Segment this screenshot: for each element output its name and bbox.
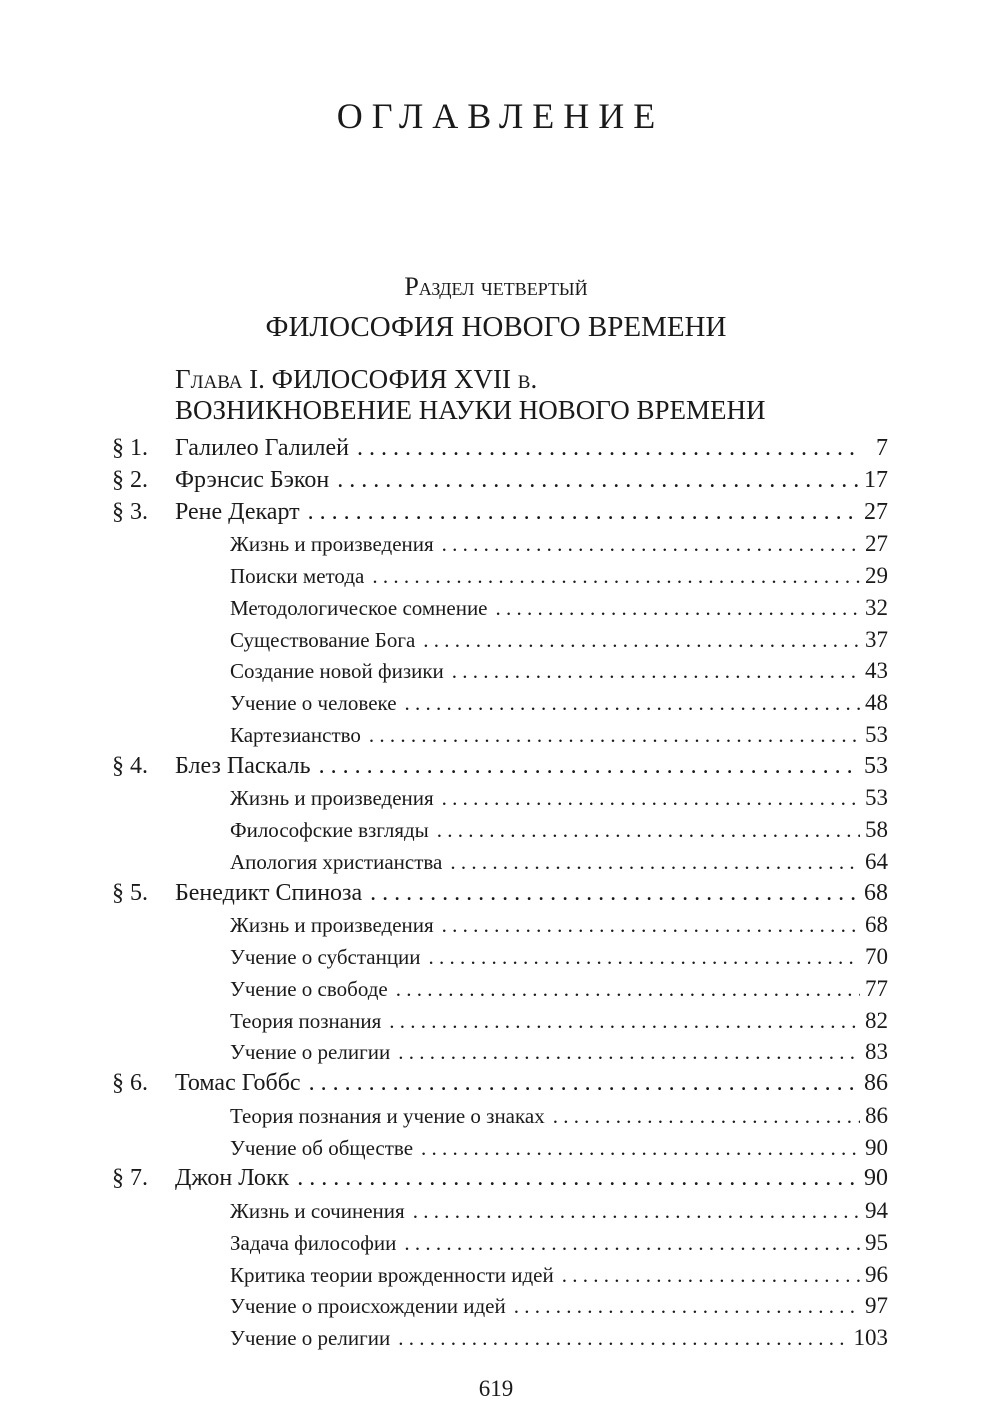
- toc-entry-title: Бенедикт Спиноза: [175, 879, 363, 906]
- toc-entry-title: Жизнь и произведения: [230, 786, 434, 811]
- toc-entry-title: Создание новой физики: [230, 659, 444, 684]
- dot-leader: [421, 1133, 860, 1165]
- dot-leader: [309, 1068, 860, 1100]
- toc-entry-title: Задача философии: [230, 1230, 397, 1255]
- toc-entry-section[interactable]: [112, 497, 888, 529]
- toc-entry-subsection[interactable]: [112, 1100, 888, 1132]
- toc-entry-title: Жизнь и сочинения: [230, 1199, 405, 1223]
- toc-entry-page: 27: [864, 498, 888, 525]
- dot-leader: [442, 529, 860, 561]
- dot-leader: [514, 1291, 860, 1323]
- chapter-number: I. ФИЛОСОФИЯ XVII: [249, 364, 512, 394]
- toc-entry-page: 43: [865, 658, 888, 684]
- toc-entry-page: 97: [865, 1293, 888, 1319]
- dot-leader: [398, 1323, 849, 1355]
- dot-leader: [429, 942, 860, 974]
- toc-entry-subsection[interactable]: [112, 973, 888, 1005]
- toc-entry-section[interactable]: [112, 1068, 888, 1100]
- toc-entry-subsection[interactable]: [112, 1322, 888, 1354]
- toc-entry-title: Жизнь и произведения: [230, 532, 434, 557]
- toc-entry-subsection[interactable]: [112, 624, 888, 656]
- dot-leader: [413, 1196, 860, 1228]
- toc-entry-title: Джон Локк: [175, 1165, 290, 1192]
- toc-entry-page: 77: [865, 975, 888, 1001]
- toc-entry-section[interactable]: [112, 1163, 888, 1195]
- toc-entry-title: Теория познания: [230, 1008, 382, 1033]
- toc-entry-title: Рене Декарт: [175, 498, 300, 525]
- toc-entry-subsection[interactable]: [112, 846, 888, 878]
- dot-leader: [389, 1006, 860, 1038]
- toc-entry-title: Поиски метода: [230, 564, 365, 588]
- toc-entry-title: Теория познания и учение о знаках: [230, 1103, 545, 1128]
- toc-entry-page: 103: [853, 1325, 888, 1350]
- chapter-suffix: в.: [517, 364, 538, 394]
- toc-entry-page: 90: [864, 1165, 888, 1192]
- toc-entry-title: Учение о религии: [230, 1040, 391, 1065]
- toc-entry-subsection[interactable]: [112, 941, 888, 973]
- dot-leader: [337, 465, 860, 497]
- toc-entry-page: 7: [876, 435, 888, 461]
- toc-entry-number: § 6.: [112, 1070, 148, 1096]
- toc-entry-title: Методологическое сомнение: [230, 595, 488, 620]
- toc-entry-title: Учение о свободе: [230, 976, 388, 1001]
- toc-entry-section[interactable]: [112, 751, 888, 783]
- toc-entry-page: 27: [865, 531, 888, 557]
- toc-entry-page: 68: [865, 912, 888, 938]
- toc-entry-page: 53: [864, 752, 888, 779]
- toc-entry-subsection[interactable]: [112, 687, 888, 719]
- chapter-title-line-1: [175, 364, 895, 395]
- toc-entry-number: § 1.: [112, 435, 148, 461]
- toc-entry-subsection[interactable]: [112, 909, 888, 941]
- chapter-title-line-2: ВОЗНИКНОВЕНИЕ НАУКИ НОВОГО ВРЕМЕНИ: [175, 395, 766, 425]
- toc-entry-subsection[interactable]: [112, 1195, 888, 1227]
- toc-entry-page: 90: [865, 1134, 888, 1160]
- toc-entry-title: Жизнь и произведения: [230, 913, 434, 938]
- toc-entry-page: 58: [865, 817, 888, 842]
- toc-entry-title: Существование Бога: [230, 627, 416, 652]
- toc-entry-number: § 3.: [112, 498, 148, 525]
- toc-entry-title: Учение об обществе: [230, 1135, 414, 1160]
- toc-entry-title: Галилео Галилей: [175, 435, 350, 461]
- dot-leader: [452, 656, 860, 688]
- toc-entry-subsection[interactable]: [112, 719, 888, 751]
- dot-leader: [496, 593, 860, 625]
- toc-entry-page: 64: [865, 848, 888, 874]
- toc-entry-section[interactable]: [112, 878, 888, 910]
- dot-leader: [437, 815, 860, 847]
- toc-entry-title: Философские взгляды: [230, 818, 429, 842]
- dot-leader: [308, 497, 860, 529]
- page-number: 619: [478, 1376, 514, 1401]
- toc-entry-page: 95: [865, 1229, 888, 1255]
- dot-leader: [562, 1260, 860, 1292]
- toc-entry-title: Учение о человеке: [230, 691, 397, 715]
- toc-entry-number: § 4.: [112, 752, 148, 779]
- toc-entry-title: Критика теории врожденности идей: [230, 1262, 554, 1287]
- toc-entry-page: 48: [865, 690, 888, 715]
- dot-leader: [396, 974, 860, 1006]
- toc-entry-section[interactable]: [112, 465, 888, 497]
- toc-entry-page: 86: [864, 1070, 888, 1096]
- toc-entry-page: 53: [865, 721, 888, 747]
- page-title: ОГЛАВЛЕНИЕ: [336, 96, 665, 136]
- dot-leader: [442, 910, 860, 942]
- toc-entry-title: Учение о происхождении идей: [230, 1294, 506, 1319]
- toc-entry-subsection[interactable]: [112, 1259, 888, 1291]
- dot-leader: [297, 1163, 860, 1195]
- toc-entry-page: 96: [865, 1261, 888, 1287]
- dot-leader: [372, 561, 860, 593]
- table-of-contents: [112, 433, 888, 1354]
- toc-entry-page: 37: [865, 626, 888, 652]
- dot-leader: [450, 847, 860, 879]
- toc-entry-subsection[interactable]: [112, 814, 888, 846]
- dot-leader: [398, 1037, 860, 1069]
- dot-leader: [553, 1101, 860, 1133]
- dot-leader: [404, 1228, 860, 1260]
- dot-leader: [405, 688, 860, 720]
- toc-entry-page: 83: [865, 1039, 888, 1065]
- toc-entry-title: Учение о субстанции: [230, 945, 421, 969]
- chapter-title: [175, 364, 895, 426]
- toc-entry-title: Учение о религии: [230, 1326, 391, 1350]
- dot-leader: [442, 783, 860, 815]
- toc-entry-title: Томас Гоббс: [175, 1070, 301, 1096]
- toc-entry-title: Блез Паскаль: [175, 752, 311, 779]
- toc-entry-subsection[interactable]: [112, 1290, 888, 1322]
- dot-leader: [370, 878, 860, 910]
- toc-entry-number: § 5.: [112, 879, 148, 906]
- toc-entry-subsection[interactable]: [112, 655, 888, 687]
- toc-entry-subsection[interactable]: [112, 592, 888, 624]
- dot-leader: [423, 625, 860, 657]
- toc-entry-page: 70: [865, 944, 888, 969]
- toc-entry-section[interactable]: [112, 433, 888, 465]
- toc-entry-page: 86: [865, 1102, 888, 1128]
- section-title: ФИЛОСОФИЯ НОВОГО ВРЕМЕНИ: [265, 311, 727, 343]
- toc-entry-subsection[interactable]: [112, 528, 888, 560]
- toc-entry-subsection[interactable]: [112, 1036, 888, 1068]
- toc-entry-page: 53: [865, 785, 888, 811]
- toc-entry-title: Картезианство: [230, 722, 361, 747]
- dot-leader: [319, 751, 860, 783]
- section-label: Раздел четвертый: [404, 272, 588, 301]
- toc-entry-page: 94: [865, 1198, 888, 1223]
- toc-entry-page: 32: [865, 594, 888, 620]
- toc-entry-title: Фрэнсис Бэкон: [175, 466, 330, 493]
- toc-entry-subsection[interactable]: [112, 1227, 888, 1259]
- toc-entry-subsection[interactable]: [112, 1005, 888, 1037]
- toc-entry-number: § 2.: [112, 466, 148, 493]
- dot-leader: [357, 433, 860, 465]
- toc-entry-subsection[interactable]: [112, 560, 888, 592]
- toc-entry-page: 82: [865, 1007, 888, 1033]
- toc-entry-subsection[interactable]: [112, 1132, 888, 1164]
- toc-entry-number: § 7.: [112, 1165, 148, 1192]
- toc-entry-subsection[interactable]: [112, 782, 888, 814]
- toc-entry-page: 29: [865, 563, 888, 588]
- chapter-label: Глава: [175, 364, 243, 394]
- toc-entry-page: 68: [864, 879, 888, 906]
- toc-entry-page: 17: [864, 466, 888, 493]
- dot-leader: [369, 720, 860, 752]
- toc-entry-title: Апология христианства: [230, 849, 443, 874]
